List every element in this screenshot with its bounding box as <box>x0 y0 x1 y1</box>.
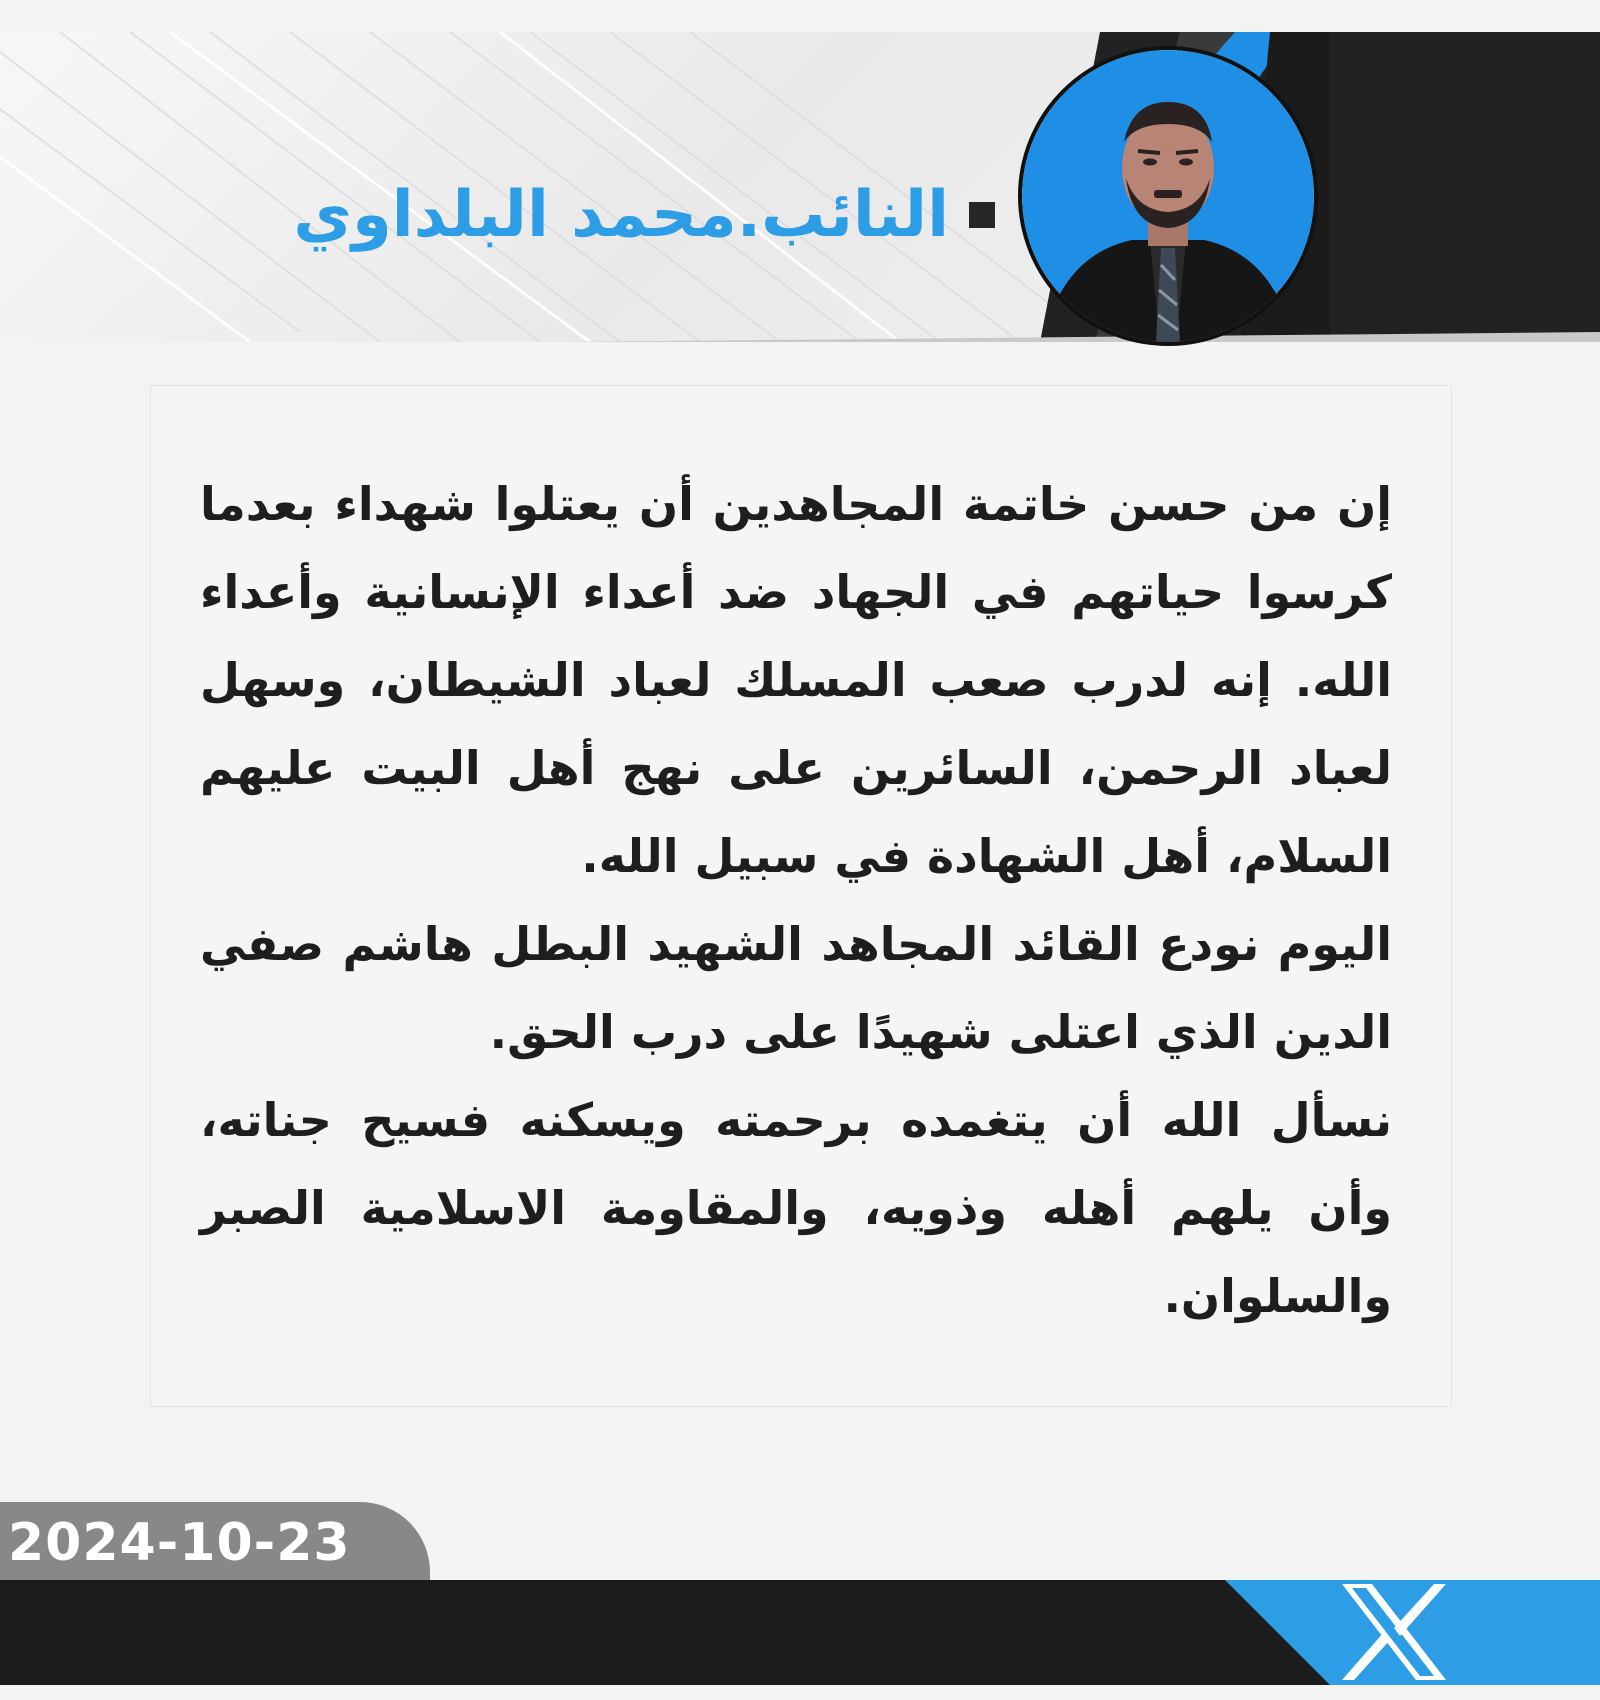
bullet-square-icon <box>969 202 995 228</box>
post-date: 2024-10-23 <box>8 1513 351 1573</box>
post-paragraph-1: إن من حسن خاتمة المجاهدين أن يعتلوا شهداء بعدما كرسوا حياتهم في الجهاد ضد أعداء الإنسانية وأعداء الله. إنه لدرب صعب المسلك لعباد الشيطان، وسهل لعباد الرحمن، السائرين على نهج أهل البيت عليهم السلام، أهل الشهادة في سبيل الله. <box>200 477 1392 883</box>
avatar-portrait <box>1022 50 1314 342</box>
author-name: النائب.محمد البلداوي <box>293 178 949 252</box>
author-name-row <box>293 170 995 260</box>
author-avatar <box>1018 46 1318 346</box>
post-paragraph-2: اليوم نودع القائد المجاهد الشهيد البطل هاشم صفي الدين الذي اعتلى شهيدًا على درب الحق. <box>200 917 1392 1059</box>
post-body <box>200 460 1392 1340</box>
x-logo-icon <box>1338 1582 1450 1682</box>
post-paragraph-3: نسأل الله أن يتغمده برحمته ويسكنه فسيح جناته، وأن يلهم أهله وذويه، والمقاومة الاسلامية الصبر والسلوان. <box>200 1093 1392 1323</box>
